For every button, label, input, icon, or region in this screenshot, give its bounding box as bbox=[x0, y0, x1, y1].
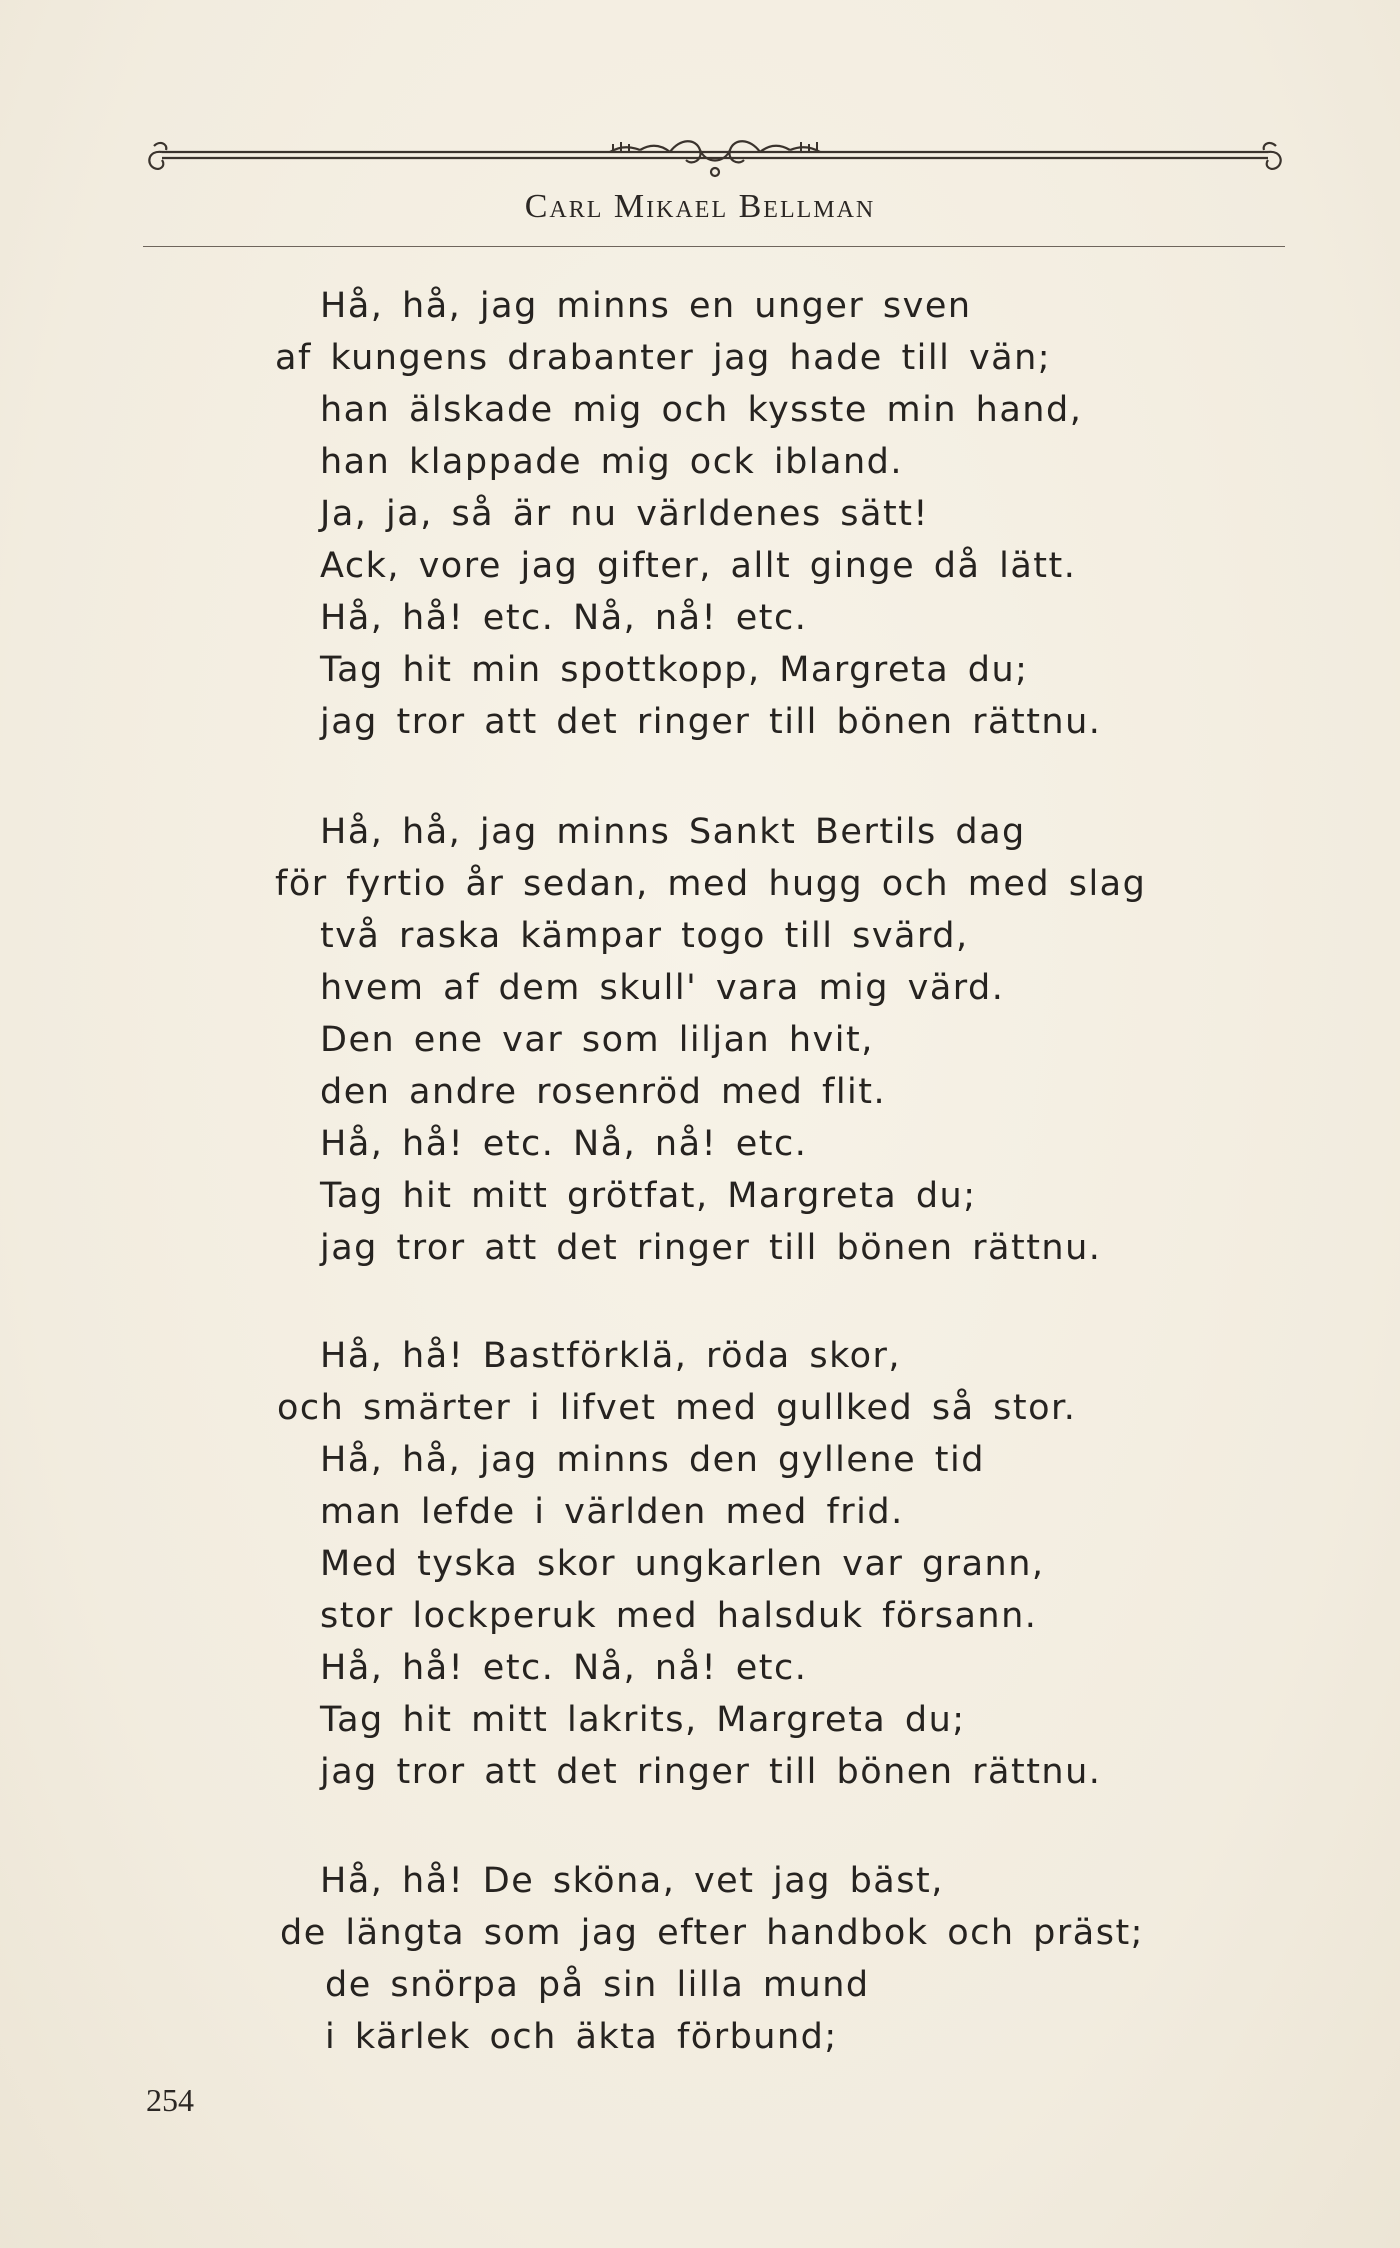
verse-line: Hå, hå! etc. Nå, nå! etc. bbox=[320, 1648, 808, 1688]
verse-line: två raska kämpar togo till svärd, bbox=[320, 916, 969, 956]
verse-line: den andre rosenröd med flit. bbox=[320, 1072, 887, 1112]
verse-line: de snörpa på sin lilla mund bbox=[325, 1965, 870, 2005]
verse-line: Ja, ja, så är nu världenes sätt! bbox=[320, 494, 929, 534]
verse-line: man lefde i världen med frid. bbox=[320, 1492, 904, 1532]
verse-line: Med tyska skor ungkarlen var grann, bbox=[320, 1544, 1045, 1584]
verse-line: Hå, hå, jag minns Sankt Bertils dag bbox=[320, 812, 1026, 852]
running-title: Carl Mikael Bellman bbox=[524, 188, 876, 225]
verse-line: Hå, hå, jag minns den gyllene tid bbox=[320, 1440, 985, 1480]
verse-line: i kärlek och äkta förbund; bbox=[325, 2017, 838, 2057]
verse-line: Hå, hå! etc. Nå, nå! etc. bbox=[320, 598, 808, 638]
verse-line: de längta som jag efter handbok och präst; bbox=[280, 1913, 1144, 1953]
verse-line: jag tror att det ringer till bönen rättnu. bbox=[320, 1752, 1102, 1792]
verse-line: stor lockperuk med halsduk försann. bbox=[320, 1596, 1038, 1636]
verse-line: han älskade mig och kysste min hand, bbox=[320, 390, 1083, 430]
verse-line: af kungens drabanter jag hade till vän; bbox=[275, 338, 1052, 378]
verse-line: för fyrtio år sedan, med hugg och med slag bbox=[275, 864, 1147, 904]
verse-line: Hå, hå! Bastförklä, röda skor, bbox=[320, 1336, 902, 1376]
verse-line: hvem af dem skull' vara mig värd. bbox=[320, 968, 1005, 1008]
verse-line: jag tror att det ringer till bönen rättnu. bbox=[320, 1228, 1102, 1268]
verse-line: Tag hit mitt lakrits, Margreta du; bbox=[320, 1700, 966, 1740]
verse-line: och smärter i lifvet med gullked så stor. bbox=[277, 1388, 1077, 1428]
page-number: 254 bbox=[146, 2082, 194, 2118]
verse-line: jag tror att det ringer till bönen rättnu. bbox=[320, 702, 1102, 742]
verse-line: han klappade mig ock ibland. bbox=[320, 442, 903, 482]
verse-line: Hå, hå! De sköna, vet jag bäst, bbox=[320, 1861, 944, 1901]
verse-line: Hå, hå! etc. Nå, nå! etc. bbox=[320, 1124, 808, 1164]
verse-line: Tag hit mitt grötfat, Margreta du; bbox=[320, 1176, 977, 1216]
verse-line: Hå, hå, jag minns en unger sven bbox=[320, 286, 972, 326]
header-rule bbox=[143, 246, 1285, 247]
verse-line: Den ene var som liljan hvit, bbox=[320, 1020, 874, 1060]
verse-line: Tag hit min spottkopp, Margreta du; bbox=[320, 650, 1029, 690]
verse-line: Ack, vore jag gifter, allt ginge då lätt. bbox=[320, 546, 1077, 586]
